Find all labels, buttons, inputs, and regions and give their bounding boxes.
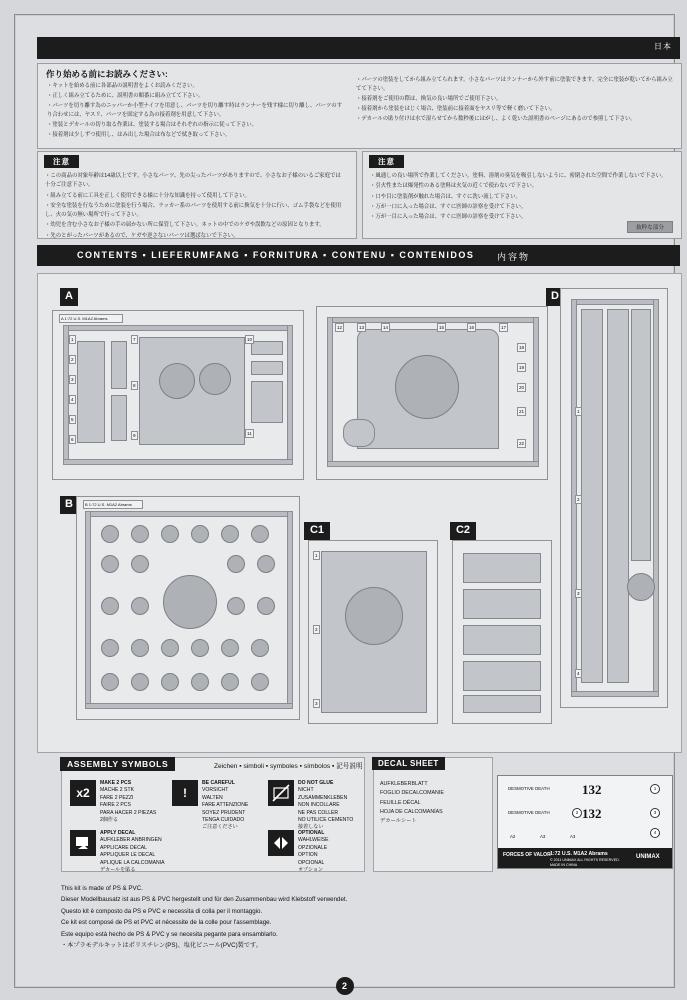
part-number: 14 [383, 325, 389, 330]
decal-small-label: A3 [540, 834, 546, 839]
sym-line: OPTION [298, 852, 318, 859]
sprue-d-frame [560, 288, 668, 708]
part-number: 10 [247, 337, 253, 342]
part-number: 20 [519, 385, 525, 390]
part-number: 2 [71, 357, 74, 362]
caution-box-left [37, 151, 357, 239]
read-before-right-line: ・デカールの貼り付けは水で湿らせてから数秒後にはがし、よく乾いた説明書のページにあるので参照して下さい。 [356, 115, 636, 122]
caution-section [37, 151, 680, 237]
part-number: 4 [71, 397, 74, 402]
sprue-part-turret-ring [395, 355, 459, 419]
make-2-pcs-icon-label: x2 [76, 786, 90, 800]
decal-sheet-title: DECAL SHEET [372, 757, 445, 770]
sprue-part [111, 395, 127, 441]
sym-line: MACHE 2 STK [100, 787, 134, 794]
runner-bar [85, 703, 293, 709]
sprue-part-roadwheel [161, 673, 179, 691]
do-not-glue-icon [268, 780, 294, 806]
optional-text [298, 830, 360, 874]
sym-line: OPZIONALE [298, 844, 328, 851]
contents-bar [37, 245, 680, 266]
sprue-part [463, 589, 541, 619]
copyright-label: © 2011 UNIMAX ALL RIGHTS RESERVED. [550, 858, 620, 862]
sprue-part [251, 381, 283, 423]
part-number: 18 [519, 345, 525, 350]
sprue-part [343, 419, 375, 447]
runner-bar [571, 691, 659, 697]
read-before-title: 作り始める前にお読みください: [46, 69, 168, 79]
sym-line: NE PAS COLLER [298, 809, 339, 816]
part-number: 3 [315, 701, 318, 706]
apply-decal-icon [70, 830, 96, 856]
sprue-b-title: B 1:72 U.S. M1A2 Abrams [83, 500, 143, 509]
sprue-part-roadwheel [227, 555, 245, 573]
part-number: 1 [315, 553, 318, 558]
sym-line: MAKE 2 PCS [100, 780, 132, 786]
part-number: 1 [577, 409, 580, 414]
part-number: 9 [133, 433, 136, 438]
made-in-label: MADE IN CHINA [550, 863, 578, 867]
caution-right-line: ・風通しの良い場所で作業してください。塗料、溶剤の臭気を吸引しないように、密閉された空間で作業しないで下さい。 [370, 173, 667, 179]
decal-sheet-footer [498, 848, 672, 868]
assembly-symbols-box [61, 757, 365, 872]
decal-list-item: FOGLIO DECALCOMANIE [380, 790, 444, 797]
runner-bar [85, 511, 293, 517]
sym-line: 2個作る [100, 816, 119, 823]
footer-line: This kit is made of PS & PVC. [61, 885, 143, 892]
sprue-part-track [607, 309, 629, 683]
sprue-part-roadwheel [161, 639, 179, 657]
part-number: 17 [501, 325, 507, 330]
sym-line: PARA HACER 2 PIEZAS [100, 809, 157, 816]
sprue-label-c1: C1 [304, 522, 330, 540]
sym-line: NO UTILICE CEMENTO [298, 816, 354, 823]
make-2-pcs-icon [70, 780, 96, 806]
apply-decal-icon-svg [73, 833, 93, 853]
sprue-part-roadwheel [191, 673, 209, 691]
sprue-part [463, 661, 541, 691]
sym-line: TENGA CUIDADO [202, 816, 245, 823]
caution-left-line: ・幼児を含む小さなお子様の手の届かない所に保管して下さい。ネットの中でのケガや誤飲などの原因となります。 [45, 222, 325, 229]
sym-line: APLIQUE LA CALCOMANIA [100, 859, 165, 866]
caution-left-line: ・先のとがったパーツがあるので、ケガや逆さないパーツは選ばないで下さい。 [45, 232, 239, 239]
read-before-left-line: ・パーツを切り離す為のニッパーか小型ナイフを用意し、パーツを切り離す時はランナーを残す様に切り離し、パーツのすり合わせには、ヤスリ、パーツを固定する為の接着剤を用意して下さい。 [47, 102, 343, 118]
make-2-pcs-text [100, 780, 158, 824]
language-tab: 日本 [654, 42, 672, 51]
sym-line: NICHT ZUSAMMENKLEBEN [298, 787, 348, 801]
top-header-bar [37, 37, 680, 59]
decal-mark-text: DESMOTIVE DEATH [508, 786, 550, 791]
decal-number: 132 [582, 782, 602, 797]
assembly-symbols-title: ASSEMBLY SYMBOLS [60, 757, 175, 771]
sprue-part-roadwheel [221, 673, 239, 691]
sprue-part-roadwheel [131, 639, 149, 657]
caution-right-line: ・万が一目に入った場合は、すぐに医師の診察を受けて下さい。 [370, 214, 527, 221]
runner-bar [327, 461, 539, 467]
sprue-label-b: B [60, 496, 78, 514]
decal-small-label: A2 [510, 834, 516, 839]
sym-line: VORSICHT [202, 787, 229, 794]
part-number: 12 [337, 325, 343, 330]
caution-right-line: ・万が一口に入った場合は、すぐに医師の診察を受けて下さい。 [370, 203, 527, 210]
sprue-part-roadwheel [161, 525, 179, 543]
decal-sheet-box [373, 757, 493, 872]
footer-line: Este equipo está hecho de PS & PVC y se necesita pegante para ensamblarlo. [61, 930, 278, 938]
decal-list-item: FEUILLE DÉCAL [380, 799, 421, 806]
caution-right-line: ・口や目に塗装剤が触れた場合は、すぐに洗い流して下さい。 [370, 193, 521, 200]
sprue-c2-frame [452, 540, 552, 724]
sprue-part [77, 341, 105, 443]
part-number: 6 [71, 437, 74, 442]
decal-callout: 3 [650, 808, 660, 818]
sym-line: ご注意ください [202, 824, 238, 831]
caution-left-line: ・組み立てる前に工具を正しく使用できる様に十分な知識を持って使用して下さい。 [45, 192, 250, 199]
runner-bar [63, 325, 293, 331]
sprue-part [111, 341, 127, 389]
part-number: 3 [577, 591, 580, 596]
sprue-part-roadwheel [251, 639, 269, 657]
sprue-part [251, 341, 283, 355]
sym-line: OPCIONAL [298, 859, 325, 866]
sprue-part-roadwheel [227, 597, 245, 615]
sym-line: FARE 2 PEZZI [100, 794, 134, 801]
part-number: 15 [439, 325, 445, 330]
decal-sheet-list [380, 780, 444, 826]
read-before-left-line: ・接着剤は少しずつ使用し、はみ出した場合は布などで拭き取って下さい。 [47, 131, 231, 138]
do-not-glue-text [298, 780, 360, 832]
read-before-right-line: ・接着剤から塗装をはじく場合、塗装前に接着面をヤスリ等で軽く磨いて下さい。 [356, 105, 556, 112]
read-before-left-line: ・塗装とデカールの切り取る作業は、塗装する場合はそれぞれの指示に従って下さい。 [47, 121, 258, 128]
sym-line: FARE ATTENZIONE [202, 802, 249, 809]
caution-right-title: 注意 [369, 155, 404, 168]
runner-bar [653, 299, 659, 697]
sprue-label-d: D [546, 288, 564, 306]
sym-line: 接着しない [298, 824, 324, 831]
sym-line: APPLICARE DECAL [100, 844, 147, 851]
sprue-part-round [627, 573, 655, 601]
sprue-diagram-panel [37, 273, 682, 753]
sprue-c1-frame [308, 540, 438, 724]
runner-bar [287, 511, 293, 709]
sprue-part-roadwheel [163, 575, 217, 629]
part-number: 2 [577, 497, 580, 502]
sprue-part-roadwheel [221, 525, 239, 543]
sprue-part [463, 695, 541, 713]
sprue-part-roadwheel [131, 597, 149, 615]
contents-bar-label: CONTENTS ▪ LIEFERUMFANG ▪ FORNITURA ▪ CONTENU ▪ CONTENIDOS [77, 250, 475, 260]
sprue-label-a: A [60, 288, 78, 306]
sprue-a2-frame [316, 306, 548, 480]
part-number: 4 [577, 671, 580, 676]
page-sheet [14, 14, 675, 991]
sym-line: WALTEN [202, 794, 223, 801]
caution-left-line: ・この商品の対象年齢は14歳以上です。小さなパーツ、先の尖ったパーツがありますので、小さなお子様のいるご家庭では十分ご注意下さい。 [45, 173, 341, 189]
sprue-part-round [159, 363, 195, 399]
be-careful-icon-label: ! [183, 786, 187, 800]
sprue-part [463, 553, 541, 583]
decal-list-item: AUFKLEBERBLATT [380, 781, 428, 787]
sym-line: NON INCOLLARE [298, 802, 340, 809]
sprue-part-round [345, 587, 403, 645]
decal-sheet-artwork [497, 775, 673, 869]
page-number: 2 [336, 977, 354, 995]
read-before-right-line: ・接着剤をご使用の際は、換気の良い場所でご使用下さい。 [356, 95, 502, 102]
part-number: 8 [133, 383, 136, 388]
be-careful-text [202, 780, 260, 832]
decal-number: 132 [582, 806, 602, 821]
sprue-part-roadwheel [257, 555, 275, 573]
sym-line: DO NOT GLUE [298, 780, 334, 786]
do-not-glue-icon-svg [271, 783, 291, 803]
scale-title: 1:72 U.S. M1A2 Abrams [550, 851, 608, 857]
decal-callout: 2 [572, 808, 582, 818]
runner-bar [327, 317, 333, 467]
apply-decal-text [100, 830, 166, 874]
sprue-part-roadwheel [131, 555, 149, 573]
part-number: 21 [519, 409, 525, 414]
read-before-left-column [47, 82, 347, 140]
decal-small-label: A3 [570, 834, 576, 839]
sprue-a-title: A 1:72 U.S. M1A2 Abrams [59, 314, 123, 323]
footer-line: Ce kit est composé de PS et PVC et nécessite de la colle pour l'assemblage. [61, 919, 272, 927]
sprue-part-roadwheel [131, 673, 149, 691]
sprue-part-roadwheel [101, 555, 119, 573]
part-number: 19 [519, 365, 525, 370]
contents-bar-label-jp: 内容物 [497, 252, 531, 262]
sym-line: デカールを貼る [100, 866, 136, 873]
sprue-part [463, 625, 541, 655]
sym-line: AUFKLEBER ANBRINGEN [100, 837, 162, 844]
decal-callout: 1 [650, 784, 660, 794]
read-before-right-line: ・パーツの塗装をしてから組み立てられます。小さなパーツはランナーから外す前に塗装できます。完全に塗装が乾いてから組み立てて下さい。 [356, 77, 673, 92]
runner-bar [533, 317, 539, 467]
sym-line: APPLIQUER LE DECAL [100, 852, 156, 859]
sprue-part-hull [139, 337, 245, 445]
part-number: 16 [469, 325, 475, 330]
sprue-part-roadwheel [101, 639, 119, 657]
footer-line: Questo kit è composto da PS e PVC e necessita di colla per il montaggio. [61, 907, 263, 915]
decal-mark-text: DESMOTIVE DEATH [508, 810, 550, 815]
part-number: 7 [133, 337, 136, 342]
sym-line: SOYEZ PRUDENT [202, 809, 246, 816]
sprue-part-roadwheel [101, 673, 119, 691]
sym-line: OPTIONAL [298, 830, 325, 836]
part-number: 3 [71, 377, 74, 382]
footer-line: ・本プラモデルキットはポリスチレン(PS)、塩化ビニール(PVC)製です。 [61, 942, 262, 950]
sprue-part-roadwheel [101, 525, 119, 543]
sprue-part-roadwheel [257, 597, 275, 615]
sprue-label-c2: C2 [450, 522, 476, 540]
sym-line: オプション [298, 866, 324, 873]
caution-left-title: 注意 [44, 155, 79, 168]
sym-line: BE CAREFUL [202, 780, 235, 786]
sprue-a-frame [52, 310, 304, 480]
sprue-part [631, 309, 651, 561]
footer-materials-note [61, 883, 661, 952]
read-before-left-line: ・キットを始める前に各部品の説明書をよくお読みください。 [47, 83, 198, 89]
sprue-part-roadwheel [191, 525, 209, 543]
optional-icon-svg [271, 833, 291, 853]
sprue-part-track [581, 309, 603, 683]
part-number: 5 [71, 417, 74, 422]
caution-grey-badge: 抜粋な部分 [627, 221, 673, 233]
sprue-b-frame [76, 496, 300, 720]
optional-icon [268, 830, 294, 856]
decal-list-item: HOJA DE CALCOMANÍAS [380, 808, 443, 815]
runner-bar [63, 459, 293, 465]
part-number: 11 [247, 431, 252, 436]
sprue-part-roadwheel [131, 525, 149, 543]
sprue-part [251, 361, 283, 375]
runner-bar [571, 299, 659, 305]
sym-line: FAIRE 2 PCS [100, 802, 131, 809]
maker-label: UNIMAX [636, 854, 660, 860]
part-number: 13 [359, 325, 365, 330]
caution-left-line: ・安全な塗装を行なうために塗装を行う場合、ラッカー系のパーツを使用する前に換気を十分に行い、ゴム手袋などを使用し、火の気の無い場所で行って下さい。 [45, 202, 342, 219]
brand-label: FORCES OF VALOR [503, 852, 551, 858]
sprue-part-roadwheel [221, 639, 239, 657]
caution-box-right [362, 151, 682, 239]
be-careful-icon [172, 780, 198, 806]
part-number: 2 [315, 627, 318, 632]
read-before-left-line: ・正しく組み立てるために、説明書の順番に組み立てて下さい。 [47, 92, 204, 99]
sprue-part-round [199, 363, 231, 395]
sprue-part-roadwheel [251, 525, 269, 543]
runner-bar [85, 511, 91, 709]
sym-line: WAHLWEISE [298, 837, 329, 844]
caution-right-line: ・引火性または爆発性のある塗料は火気の近くで使わないで下さい。 [370, 183, 538, 190]
runner-bar [287, 325, 293, 465]
assembly-symbols-subtitle: Zeichen ▪ simboli ▪ symboles ▪ símbolos ▪ 記号説明 [214, 763, 363, 770]
sym-line: APPLY DECAL [100, 830, 136, 836]
sprue-part-roadwheel [101, 597, 119, 615]
sprue-part-roadwheel [251, 673, 269, 691]
read-before-box [37, 63, 682, 149]
part-number: 1 [71, 337, 74, 342]
read-before-right-column [356, 76, 674, 125]
part-number: 22 [519, 441, 525, 446]
sprue-part-roadwheel [191, 639, 209, 657]
decal-list-item: デカールシート [380, 818, 417, 825]
decal-callout: 4 [650, 828, 660, 838]
caution-left-text [45, 172, 345, 242]
footer-line: Dieser Modellbausatz ist aus PS & PVC hergestellt und für den Zusammenbau wird Klebstoff verwendet. [61, 896, 348, 904]
caution-right-text [370, 172, 670, 223]
